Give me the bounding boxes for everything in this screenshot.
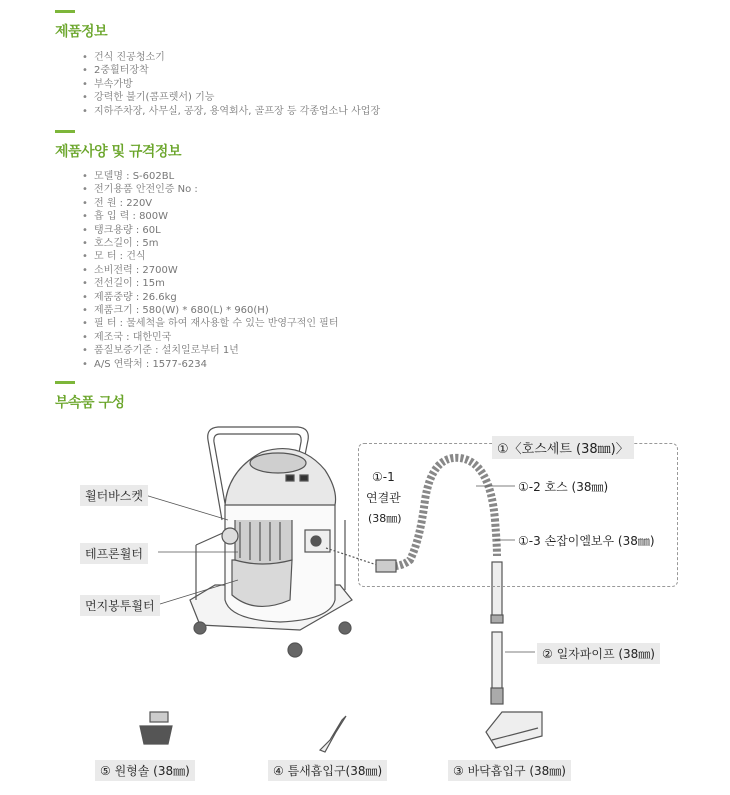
list-item: • 제품크기 : 580(W) * 680(L) * 960(H) [82, 304, 339, 317]
list-item: • 모델명 : S-602BL [82, 170, 339, 183]
list-item: • 호스길이 : 5m [82, 237, 339, 250]
list-item: • A/S 연락처 : 1577-6234 [82, 358, 339, 371]
list-item: • 품질보증기준 : 설치일로부터 1년 [82, 344, 339, 357]
list-item: • 건식 진공청소기 [82, 51, 380, 64]
list-item: • 전선길이 : 15m [82, 277, 339, 290]
label-hose: ①-2 호스 (38㎜) [518, 480, 609, 494]
list-item: • 부속가방 [82, 78, 380, 91]
label-teflon-filter: 테프론휠터 [80, 543, 148, 564]
list-item: • 제조국 : 대한민국 [82, 331, 339, 344]
list-item: • 필 터 : 물세척을 하여 재사용할 수 있는 반영구적인 필터 [82, 317, 339, 330]
label-floor-nozzle: ③ 바닥흡입구 (38㎜) [448, 760, 571, 781]
section-title: 제품사양 및 규격정보 [55, 144, 181, 160]
list-item: • 소비전력 : 2700W [82, 264, 339, 277]
label-connector-name: 연결관 [366, 491, 401, 505]
list-item: • 모 터 : 건식 [82, 250, 339, 263]
label-connector-number: ①-1 [372, 470, 395, 484]
list-item: • 제품중량 : 26.6kg [82, 291, 339, 304]
list-item: • 전기용품 안전인증 No : [82, 183, 339, 196]
label-hose-set: ①〈호스세트 (38㎜)〉 [492, 436, 634, 459]
list-item: • 탱크용량 : 60L [82, 224, 339, 237]
list-item: • 2중휠터장착 [82, 64, 380, 77]
label-round-brush: ⑤ 원형솔 (38㎜) [95, 760, 195, 781]
section-title: 제품정보 [55, 24, 108, 40]
list-item: • 전 원 : 220V [82, 197, 339, 210]
hose-set-box [358, 443, 678, 587]
label-straight-pipe: ② 일자파이프 (38㎜) [537, 643, 660, 664]
label-handle-elbow: ①-3 손잡이엘보우 (38㎜) [518, 534, 655, 548]
list-item: • 흡 입 력 : 800W [82, 210, 339, 223]
list-item: • 강력한 불기(콤프렛서) 기능 [82, 91, 380, 104]
label-dust-bag-filter: 먼지봉투휠터 [80, 595, 160, 616]
section-title: 부속품 구성 [55, 395, 125, 411]
label-connector-size: (38㎜) [368, 512, 402, 525]
list-item: • 지하주차장, 사무실, 공장, 용역회사, 골프장 등 각종업소나 사업장 [82, 105, 380, 118]
label-filter-basket: 휠터바스켓 [80, 485, 148, 506]
label-crevice-nozzle: ④ 틈새흡입구(38㎜) [268, 760, 387, 781]
